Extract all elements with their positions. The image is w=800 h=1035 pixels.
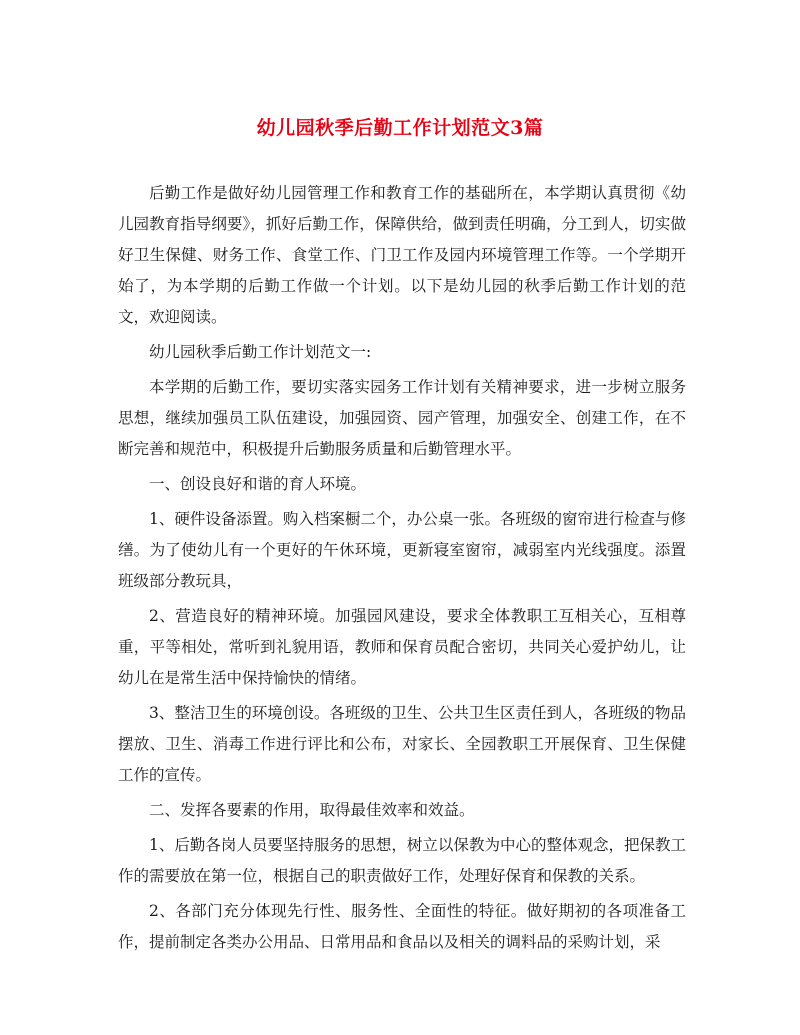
paragraph: 2、营造良好的精神环境。加强园风建设，要求全体教职工互相关心，互相尊重，平等相处，常听到礼貌用语，教师和保育员配合密切，共同关心爱护幼儿，让幼儿在是常生活中保持愉快的情绪。	[118, 607, 686, 687]
document-body	[118, 178, 686, 962]
paragraph: 1、后勤各岗人员要坚持服务的思想，树立以保教为中心的整体观念，把保教工作的需要放在第一位，根据自己的职责做好工作，处理好保育和保教的关系。	[118, 836, 686, 885]
paragraph: 幼儿园秋季后勤工作计划范文一:	[149, 343, 372, 361]
paragraph: 2、各部门充分体现先行性、服务性、全面性的特征。做好期初的各项准备工作，提前制定各类办公用品、日常用品和食品以及相关的调料品的采购计划，采	[118, 902, 686, 951]
document-title: 幼儿园秋季后勤工作计划范文3篇	[256, 117, 544, 139]
section-heading: 一、创设良好和谐的育人环境。	[149, 475, 367, 493]
paragraph: 本学期的后勤工作，要切实落实园务工作计划有关精神要求，进一步树立服务思想，继续加强员工队伍建设，加强园资、园产管理，加强安全、创建工作，在不断完善和规范中，积极提升后勤服务质量和后勤管理水平。	[118, 378, 686, 458]
section-heading: 二、发挥各要素的作用，取得最佳效率和效益。	[149, 801, 475, 819]
paragraph: 1、硬件设备添置。购入档案橱二个，办公桌一张。各班级的窗帘进行检查与修缮。为了使幼儿有一个更好的午休环境，更新寝室窗帘，减弱室内光线强度。添置班级部分教玩具，	[118, 510, 686, 590]
paragraph: 3、整洁卫生的环境创设。各班级的卫生、公共卫生区责任到人，各班级的物品摆放、卫生、消毒工作进行评比和公布，对家长、全园教职工开展保育、卫生保健工作的宣传。	[118, 704, 686, 784]
paragraph: 后勤工作是做好幼儿园管理工作和教育工作的基础所在，本学期认真贯彻《幼儿园教育指导纲要》，抓好后勤工作，保障供给，做到责任明确，分工到人，切实做好卫生保健、财务工作、食堂工作、门卫工作及园内环境管理工作等。一个学期开始了，为本学期的后勤工作做一个计划。以下是幼儿园的秋季后勤工作计划的范文，欢迎阅读。	[118, 184, 686, 326]
